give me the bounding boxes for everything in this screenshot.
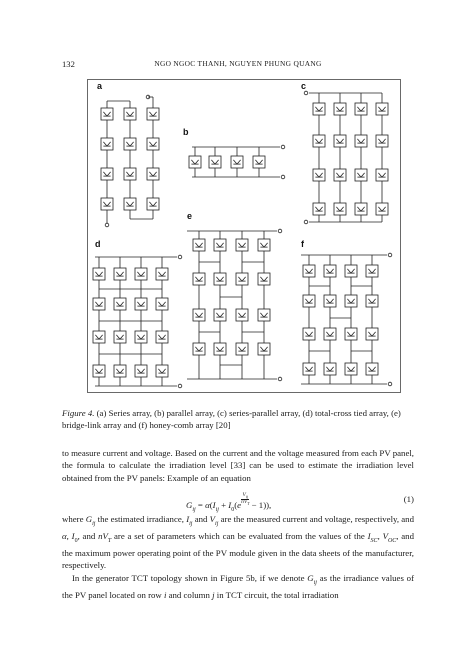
paragraph-1: to measure current and voltage. Based on the current and the voltage measured from each PV panel, the formula to calculate the irradiation level [33] can be used to estimate the irradiation level obtained from the PV panels: Example of an equation: [62, 448, 414, 483]
pv-module: [101, 108, 113, 120]
pv-module: [313, 135, 325, 147]
body-text: [62, 447, 414, 601]
pv-module: [355, 103, 367, 115]
pv-module: [135, 331, 147, 343]
pv-module: [253, 156, 265, 168]
panel-label-f: f: [301, 239, 304, 249]
pv-module: [303, 265, 315, 277]
caption-label: Figure 4.: [62, 408, 95, 418]
pv-module: [313, 203, 325, 215]
pv-module: [214, 273, 226, 285]
pv-module: [366, 363, 378, 375]
terminal: [278, 377, 282, 381]
terminal: [278, 229, 282, 233]
pv-module: [147, 138, 159, 150]
pv-module: [135, 268, 147, 280]
pv-module: [236, 309, 248, 321]
panel-label-c: c: [301, 81, 307, 91]
terminal: [304, 91, 308, 95]
pv-module: [147, 108, 159, 120]
caption-text: (a) Series array, (b) parallel array, (c) series-parallel array, (d) total-cross tied array, (e) bridge-link array and (f) honey-comb array [20]: [62, 408, 401, 431]
pv-module: [258, 343, 270, 355]
pv-module: [101, 168, 113, 180]
pv-module: [324, 295, 336, 307]
pv-module: [114, 268, 126, 280]
pv-module: [258, 273, 270, 285]
pv-module: [376, 169, 388, 181]
paragraph-2: where $G_{ij}$ the estimated irradiance, $I_{ij}$ and $V_{ij}$ are the measured current and voltage, respectively, and α, $I_0$, and $nV_T$ are a set of parameters which can be evaluated from the values of the $I_{SC}$, $V_{OC}$, and the maximum power operating point of the PV module given in the data sheets of the manufacturer, respectively.: [62, 513, 414, 571]
pv-module: [366, 295, 378, 307]
pv-module: [193, 343, 205, 355]
pv-module: [114, 331, 126, 343]
pv-module: [324, 328, 336, 340]
pv-module: [324, 265, 336, 277]
pv-module: [355, 203, 367, 215]
pv-module: [114, 365, 126, 377]
pv-module: [214, 239, 226, 251]
pv-module: [189, 156, 201, 168]
panel-label-a: a: [97, 81, 103, 91]
pv-module: [231, 156, 243, 168]
pv-module: [156, 365, 168, 377]
pv-module: [334, 169, 346, 181]
pv-module: [193, 273, 205, 285]
pv-module: [236, 239, 248, 251]
panel-label-e: e: [187, 211, 193, 221]
equation-1: [62, 486, 414, 512]
pv-module: [93, 298, 105, 310]
pv-module: [193, 239, 205, 251]
equation-number: (1): [403, 493, 414, 504]
equation-body: $G_{ij} = \alpha(I_{ij} + I_0(e$ $\frac{V_{ij}}{nV_T}$ − 1)),: [186, 491, 272, 513]
pv-module: [303, 295, 315, 307]
pv-module: [93, 331, 105, 343]
page-header: [62, 59, 414, 73]
pv-module: [214, 343, 226, 355]
page-number: 132: [62, 59, 75, 69]
pv-module: [209, 156, 221, 168]
pv-module: [345, 328, 357, 340]
pv-module: [135, 365, 147, 377]
running-head: NGO NGOC THANH, NGUYEN PHUNG QUANG: [154, 59, 322, 68]
pv-module: [334, 203, 346, 215]
terminal: [105, 223, 109, 227]
pv-module: [334, 135, 346, 147]
pv-module: [214, 309, 226, 321]
pv-module: [135, 298, 147, 310]
pv-module: [376, 203, 388, 215]
pv-module: [156, 331, 168, 343]
pv-module: [355, 169, 367, 181]
terminal: [388, 253, 392, 257]
pv-module: [124, 198, 136, 210]
pv-module: [124, 138, 136, 150]
pv-module: [345, 265, 357, 277]
pv-module: [376, 103, 388, 115]
pv-module: [258, 239, 270, 251]
terminal: [304, 220, 308, 224]
pv-module: [236, 343, 248, 355]
pv-module: [193, 309, 205, 321]
panel-label-b: b: [183, 127, 189, 137]
pv-module: [93, 365, 105, 377]
pv-module: [156, 268, 168, 280]
pv-module: [366, 328, 378, 340]
pv-module: [101, 198, 113, 210]
pv-module: [324, 363, 336, 375]
figure-pv-array-topologies: [87, 79, 401, 393]
pv-module: [376, 135, 388, 147]
terminal: [281, 145, 285, 149]
terminal: [281, 175, 285, 179]
figure-caption: [62, 407, 414, 431]
panel-label-d: d: [95, 239, 101, 249]
pv-module: [345, 295, 357, 307]
pv-module: [147, 168, 159, 180]
pv-module: [345, 363, 357, 375]
pv-module: [114, 298, 126, 310]
pv-module: [93, 268, 105, 280]
pv-module: [355, 135, 367, 147]
pv-module: [258, 309, 270, 321]
pv-module: [156, 298, 168, 310]
terminal: [178, 384, 182, 388]
pv-module: [101, 138, 113, 150]
pv-module: [366, 265, 378, 277]
pv-module: [303, 363, 315, 375]
pv-module: [124, 168, 136, 180]
pv-module: [124, 108, 136, 120]
pv-module: [303, 328, 315, 340]
pv-module: [313, 103, 325, 115]
pv-module: [334, 103, 346, 115]
pv-module: [236, 273, 248, 285]
paragraph-3: In the generator TCT topology shown in Figure 5b, if we denote $G_{ij}$ as the irradiance values of the PV panel located on row i and column j in TCT circuit, the total irradiation: [62, 572, 415, 600]
pv-module: [147, 198, 159, 210]
pv-module: [313, 169, 325, 181]
terminal: [178, 255, 182, 259]
figure-diagram: [87, 79, 401, 393]
terminal: [388, 382, 392, 386]
